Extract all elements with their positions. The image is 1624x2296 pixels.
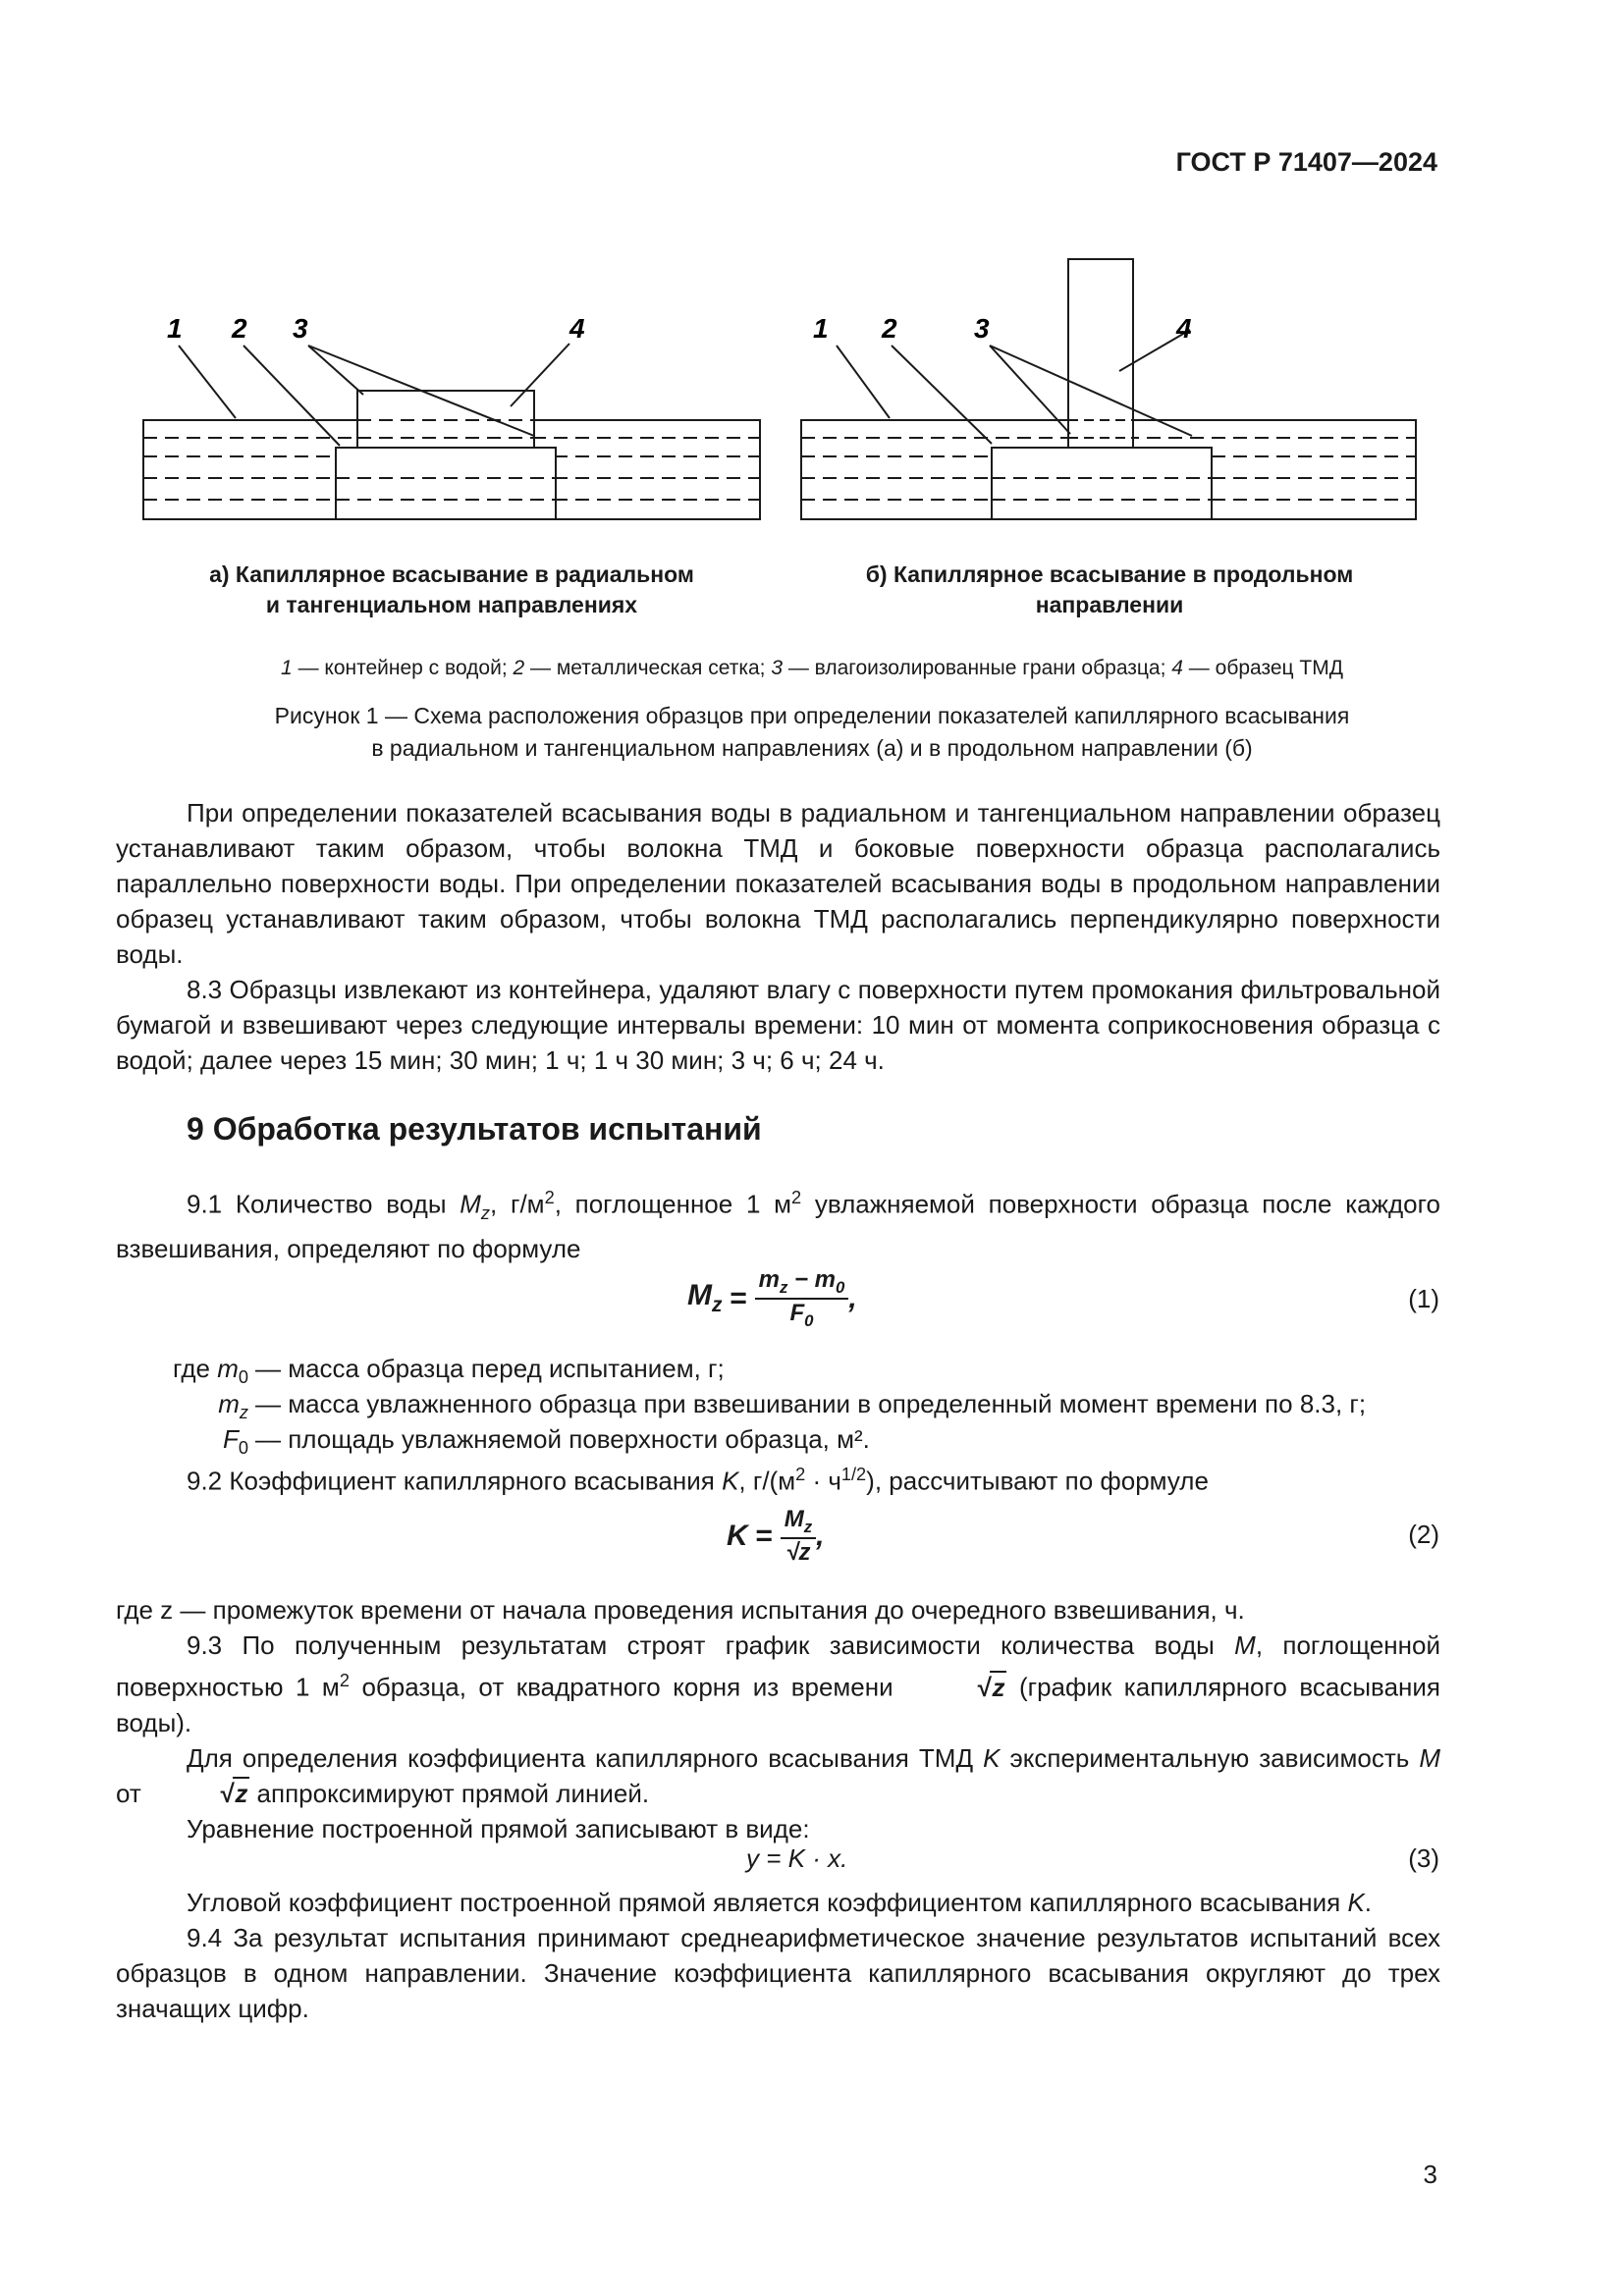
equation-1-number: (1) bbox=[1408, 1284, 1439, 1313]
page-number: 3 bbox=[1423, 2160, 1437, 2189]
sqrt-z: √z bbox=[219, 1778, 248, 1808]
body-section-9-end bbox=[116, 1885, 1440, 2026]
figure-legend: 1 — контейнер с водой; 2 — металлическая сетка; 3 — влагоизолированные грани образца; 4 — образец ТМД bbox=[281, 657, 1343, 679]
label-4b: 4 bbox=[1176, 313, 1192, 344]
leader-4a bbox=[511, 344, 569, 406]
paragraph-9-3: 9.3 По полученным результатам строят график зависимости количества воды M, поглощенной поверхностью 1 $м^2$ образца, от квадратного корня из времени √z (график капиллярного всасывания воды). bbox=[116, 1630, 1440, 1737]
sqrt-z: √z bbox=[976, 1672, 1005, 1702]
label-3b: 3 bbox=[974, 313, 990, 344]
equation-2: K = $\frac{M_z}{√z}$ , bbox=[727, 1506, 825, 1566]
equation-2-number: (2) bbox=[1408, 1520, 1439, 1549]
body-section-9-rest bbox=[116, 1592, 1440, 1846]
document-code: ГОСТ Р 71407—2024 bbox=[1175, 147, 1437, 177]
equation-3: y = K · x. bbox=[746, 1843, 848, 1873]
figure-1 bbox=[0, 0, 1624, 707]
definition-z: где z — промежуток времени от начала проведения испытания до очередного взвешивания, ч. bbox=[116, 1595, 1245, 1625]
label-4a: 4 bbox=[569, 313, 585, 344]
label-3a: 3 bbox=[293, 313, 308, 344]
leader-2b bbox=[892, 346, 992, 444]
mesh-b bbox=[992, 448, 1212, 519]
leader-1b bbox=[837, 346, 890, 418]
definition-row: $m_z$ — масса увлажненного образца при взвешивании в определенный момент времени по 8.3, г; bbox=[218, 1389, 1367, 1423]
diagram-a bbox=[143, 344, 760, 519]
section-heading-9: 9 Обработка результатов испытаний bbox=[187, 1111, 762, 1147]
paragraph-9-2: 9.2 Коэффициент капиллярного всасывания K, $г/(м^2 \cdot ч^{1/2})$, рассчитывают по формуле bbox=[187, 1465, 1209, 1496]
label-1a: 1 bbox=[167, 313, 183, 344]
definition-row: $F_0$ — площадь увлажняемой поверхности образца, м². bbox=[222, 1424, 870, 1459]
leader-3a-left bbox=[308, 346, 363, 395]
mesh-a bbox=[336, 448, 556, 519]
paragraph-9-4: 9.4 За результат испытания принимают среднеарифметическое значение результатов испытаний всех образцов в одном направлении. Значение коэффициента капиллярного всасывания округляют до трех значащих цифр. bbox=[116, 1923, 1440, 2023]
label-2a: 2 bbox=[232, 313, 247, 344]
paragraph-slope: Угловой коэффициент построенной прямой является коэффициентом капиллярного всасывания K. bbox=[187, 1888, 1373, 1917]
equation-3-number: (3) bbox=[1408, 1843, 1439, 1873]
leader-1a bbox=[179, 346, 236, 418]
subcaption-b: б) Капиллярное всасывание в продольном направлении bbox=[865, 561, 1354, 617]
figure-title: Рисунок 1 — Схема расположения образцов при определении показателей капиллярного всасывания в радиальном и тангенциальном направлениях (а) и в продольном направлении (б) bbox=[274, 703, 1350, 761]
eq1-fraction: $\frac{m_z - m_0}{F_0}$ bbox=[755, 1266, 849, 1331]
diagram-b bbox=[801, 259, 1416, 519]
paragraph-line-equation: Уравнение построенной прямой записывают в виде: bbox=[187, 1813, 810, 1843]
figure-diagram bbox=[0, 0, 1624, 648]
paragraph-approximation: Для определения коэффициента капиллярного всасывания ТМД K экспериментальную зависимость M от √z аппроксимируют прямой линией. bbox=[116, 1740, 1440, 1811]
paragraph-9-1: 9.1 Количество воды $M_z$, $г/м^2$, поглощенное 1 $м^2$ увлажняемой поверхности образца после каждого взвешивания, определяют по формуле bbox=[116, 1188, 1440, 1263]
eq2-fraction: $\frac{M_z}{√z}$ bbox=[781, 1506, 816, 1567]
subcaption-a: а) Капиллярное всасывание в радиальном и тангенциальном направлениях bbox=[209, 561, 694, 617]
paragraph-8-3: 8.3 Образцы извлекают из контейнера, удаляют влагу с поверхности путем промокания фильтровальной бумагой и взвешивают через следующие интервалы времени: 10 мин от момента соприкосновения образца с водой; далее через 15 мин; 30 мин; 1 ч; 1 ч 30 мин; 3 ч; 6 ч; 24 ч. bbox=[116, 975, 1440, 1075]
label-2b: 2 bbox=[882, 313, 897, 344]
equation-1: $M_z$ = $\frac{m_z - m_0}{F_0}$ , bbox=[687, 1266, 857, 1330]
paragraph-orientation: При определении показателей всасывания воды в радиальном и тангенциальном направлении образец устанавливают таким образом, чтобы волокна ТМД и боковые поверхности образца располагались параллельно поверхности воды. При определении показателей всасывания воды в продольном направлении образец устанавливают таким образом, чтобы волокна ТМД располагались перпендикулярно поверхности воды. bbox=[116, 798, 1440, 969]
definitions-eq1 bbox=[116, 1351, 1440, 1457]
label-1b: 1 bbox=[813, 313, 829, 344]
body-section-8 bbox=[116, 795, 1440, 1078]
definition-row: где $m_0$ — масса образца перед испытанием, г; bbox=[173, 1354, 725, 1388]
